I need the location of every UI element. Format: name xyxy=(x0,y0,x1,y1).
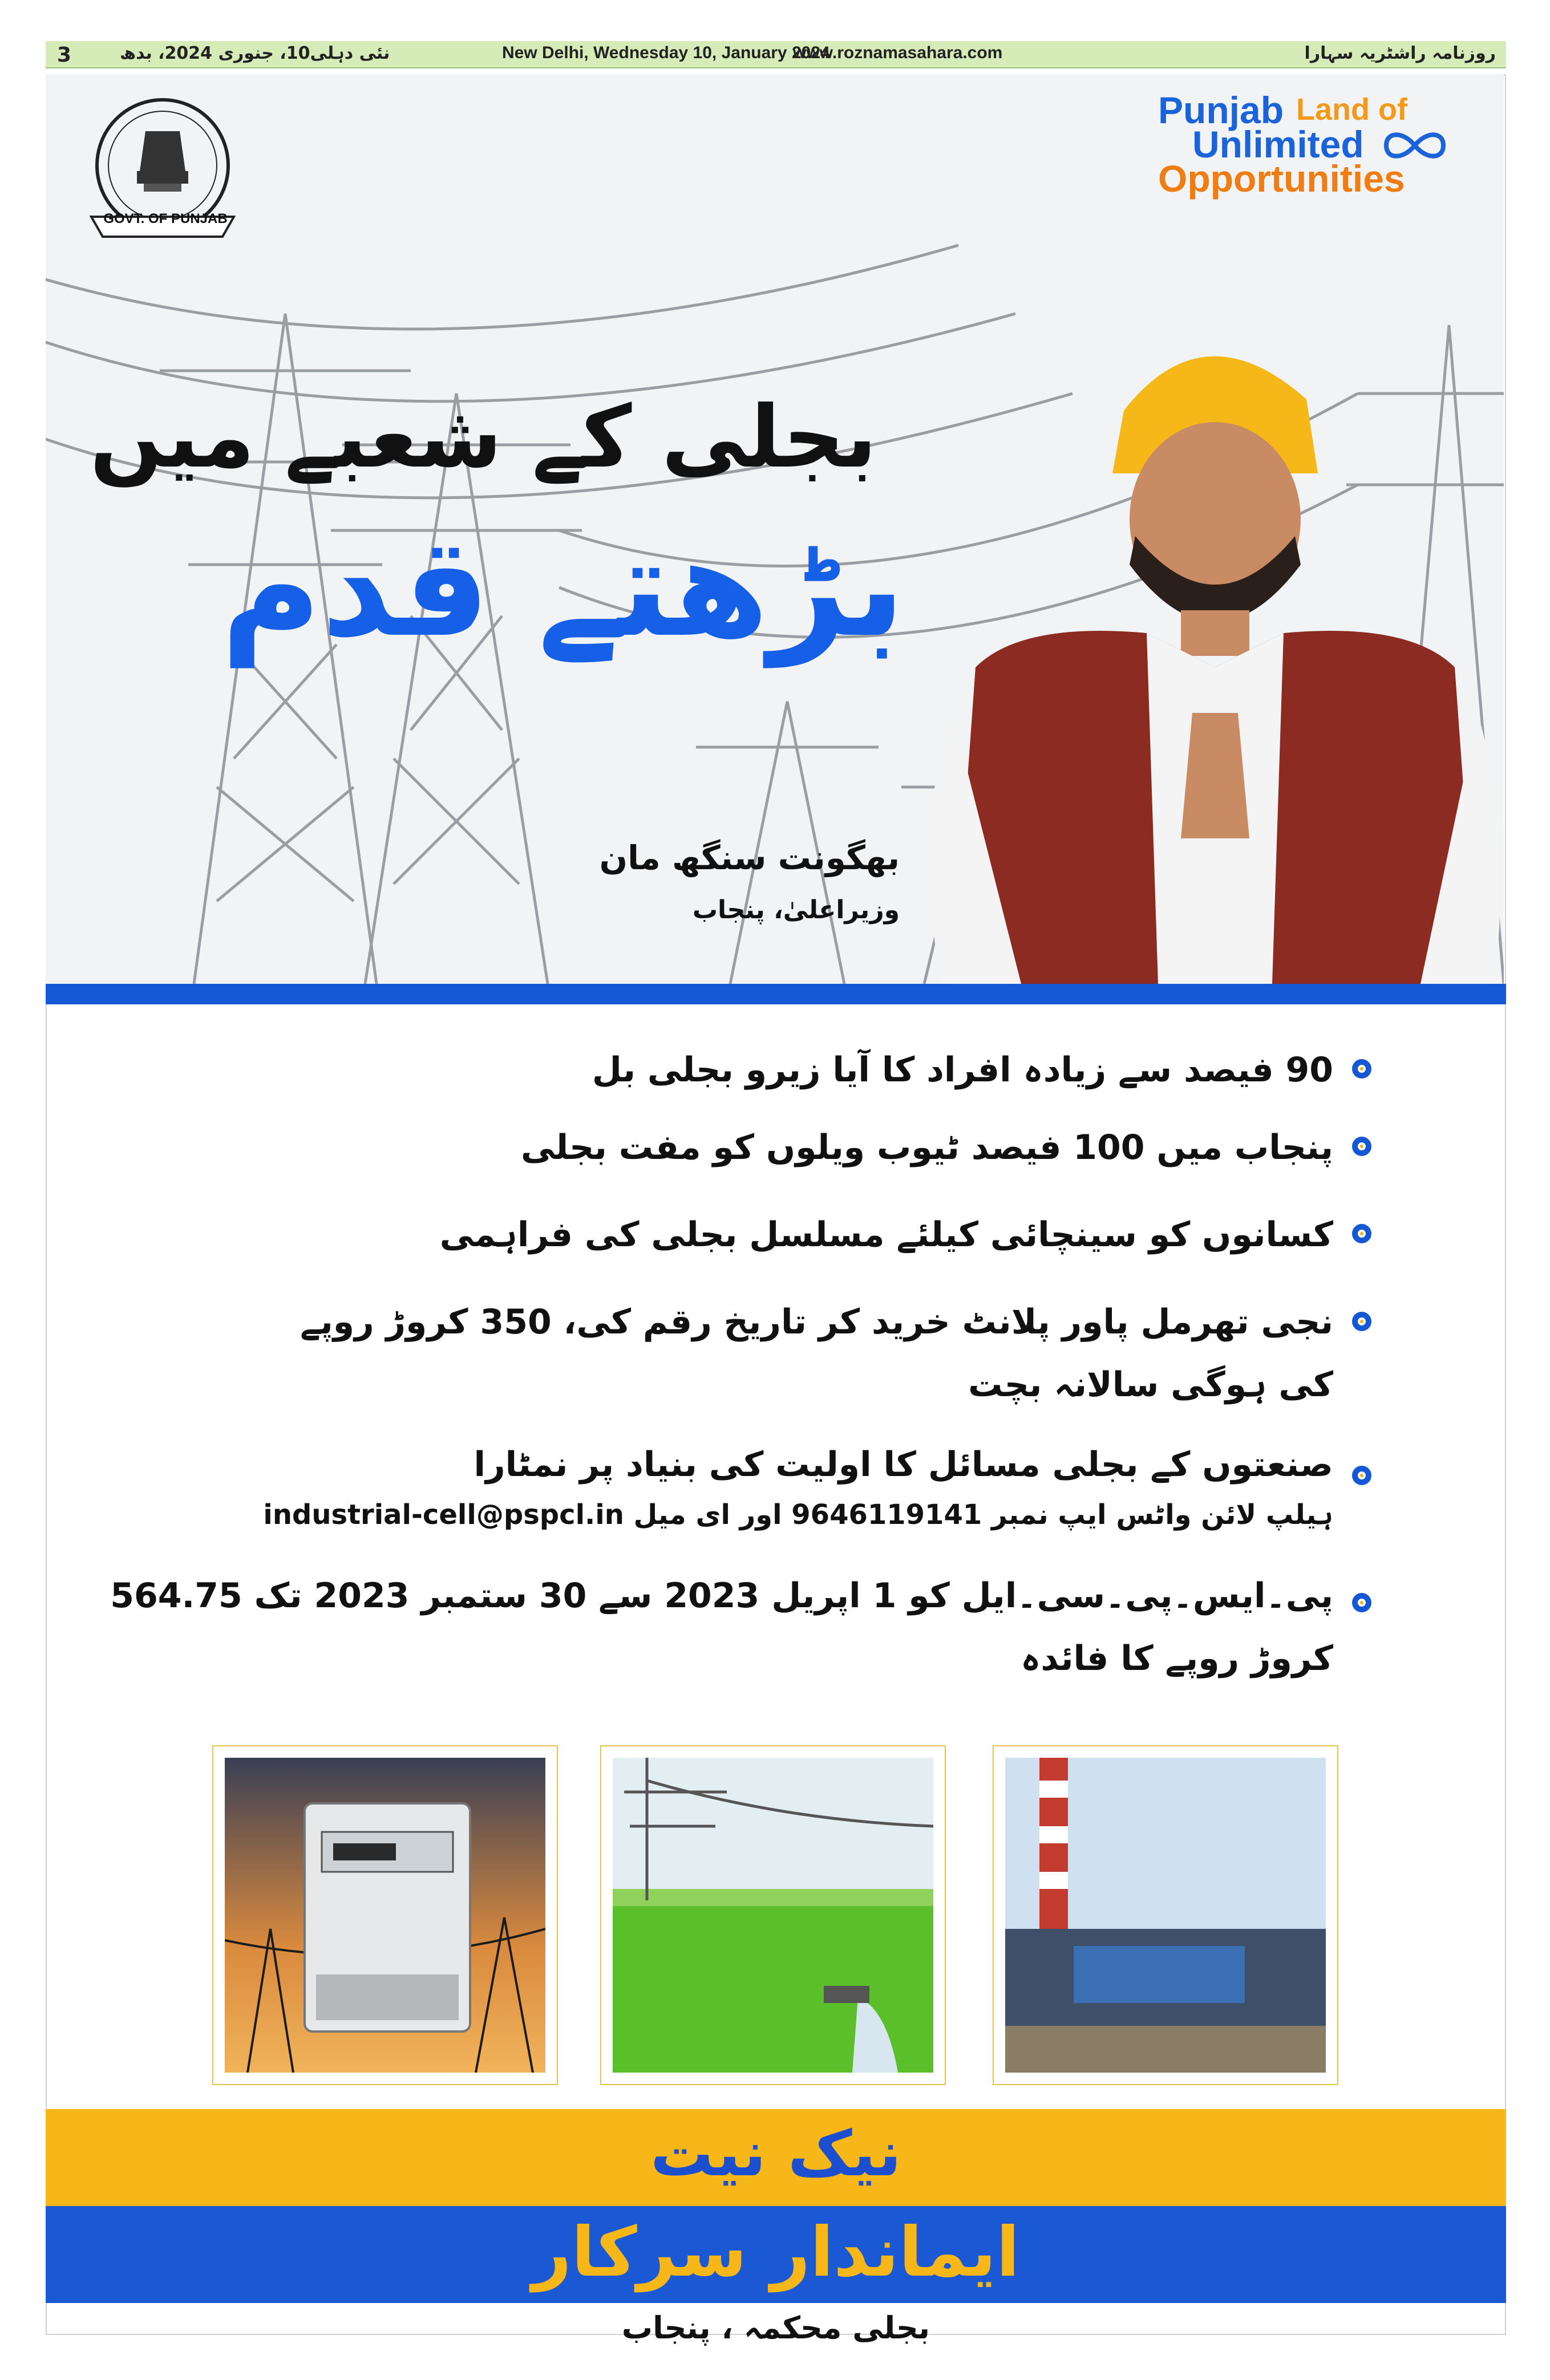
masthead xyxy=(46,41,1506,68)
brand-word-unlimited: Unlimited xyxy=(1192,123,1364,165)
date-urdu: نئی دہلی10، جنوری 2024، بدھ xyxy=(120,43,390,63)
emblem-caption: GOVT. OF PUNJAB xyxy=(103,211,228,226)
slogan-line-2: ایماندار سرکار xyxy=(532,2213,1020,2292)
person-name: بھگونت سنگھ مان xyxy=(599,838,900,877)
bullet-dot-icon xyxy=(1352,1466,1371,1485)
bullet-dot-icon xyxy=(1352,1224,1371,1243)
website: www.roznamasahara.com xyxy=(793,43,1003,62)
slogan-line-1: نیک نیت xyxy=(650,2117,901,2190)
photo-thermal-plant xyxy=(993,1745,1338,2085)
point-5: صنعتوں کے بجلی مسائل کا اولیت کی بنیاد پر نمٹارا xyxy=(474,1445,1333,1485)
dateline: New Delhi, Wednesday 10, January 2024 xyxy=(502,43,830,62)
bullet-dot-icon xyxy=(1352,1312,1371,1331)
photo-electric-meter xyxy=(212,1745,558,2085)
point-6-line-1: پی۔ایس۔پی۔سی۔ایل کو 1 اپریل 2023 سے 30 ستمبر 2023 تک 564.75 xyxy=(110,1576,1333,1616)
brand-word-punjab: Punjab xyxy=(1158,89,1284,131)
bullet-dot-icon xyxy=(1352,1593,1371,1612)
department-name: بجلی محکمہ ، پنجاب xyxy=(621,2310,930,2346)
bullet-dot-icon xyxy=(1352,1059,1371,1078)
photo-green-field xyxy=(600,1745,946,2085)
point-3: کسانوں کو سینچائی کیلئے مسلسل بجلی کی فراہمی xyxy=(439,1215,1333,1255)
point-6-line-2: کروڑ روپے کا فائدہ xyxy=(1021,1639,1333,1678)
point-2: پنجاب میں 100 فیصد ٹیوب ویلوں کو مفت بجلی xyxy=(520,1128,1333,1167)
point-1: 90 فیصد سے زیادہ افراد کا آیا زیرو بجلی بل xyxy=(592,1050,1333,1090)
brand-word-opportunities: Opportunities xyxy=(1158,157,1405,200)
headline-line-1: بجلی کے شعبے میں xyxy=(90,388,877,487)
point-4-line-2: کی ہوگی سالانہ بچت xyxy=(968,1365,1333,1405)
headline-line-2: بڑھتے قدم xyxy=(221,508,905,667)
bullet-dot-icon xyxy=(1352,1137,1371,1156)
chief-minister-portrait xyxy=(907,314,1504,984)
brand-word-land-of: Land of xyxy=(1296,92,1407,127)
paper-name: روزنامہ راشٹریہ سہارا xyxy=(1304,43,1496,63)
divider-bar xyxy=(46,984,1506,1004)
page-number: 3 xyxy=(57,43,72,67)
govt-emblem-icon xyxy=(80,86,245,257)
point-4-line-1: نجی تھرمل پاور پلانٹ خرید کر تاریخ رقم کی، 350 کروڑ روپے xyxy=(300,1302,1333,1342)
person-title: وزیراعلیٰ، پنجاب xyxy=(692,895,900,925)
helpline-text: ہیلپ لائن واٹس ایپ نمبر 9646119141 اور ای میل industrial-cell@pspcl.in xyxy=(263,1499,1333,1531)
brand-logo xyxy=(1147,88,1466,200)
